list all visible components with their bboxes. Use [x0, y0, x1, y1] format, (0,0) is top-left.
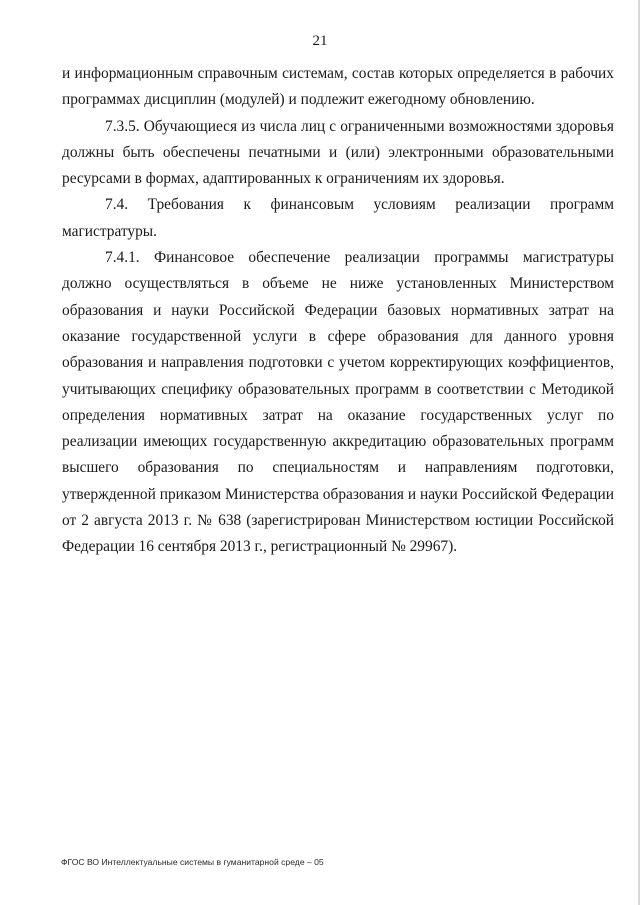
paragraph-7-4-1: 7.4.1. Финансовое обеспечение реализации программы магистратуры должно осуществляться в объеме не ниже установленных Министерством образования и науки Российской Федерации базовых нормативных затрат на оказание государственной услуги в сфере образования для данного уровня образования и направления подготовки с учетом корректирующих коэффициентов, учитывающих специфику образовательных программ в соответствии с Методикой определения нормативных затрат на оказание государственных услуг по реализации имеющих государственную аккредитацию образовательных программ высшего образования по специальностям и направлениям подготовки, утвержденной приказом Министерства образования и науки Российской Федерации от 2 августа 2013 г. № 638 (зарегистрирован Министерством юстиции Российской Федерации 16 сентября 2013 г., регистрационный № 29967).	[62, 249, 614, 556]
document-footer: ФГОС ВО Интеллектуальные системы в гуманитарной среде – 05	[61, 857, 324, 867]
document-body	[62, 61, 614, 561]
page-number: 21	[312, 33, 328, 49]
section-heading-7-4: 7.4. Требования к финансовым условиям реализации программ магистратуры.	[62, 196, 614, 240]
paragraph-7-3-5: 7.3.5. Обучающиеся из числа лиц с ограниченными возможностями здоровья должны быть обеспечены печатными и (или) электронными образовательными ресурсами в формах, адаптированных к ограничениям их здоровья.	[62, 117, 614, 188]
paragraph-continuation: и информационным справочным системам, состав которых определяется в рабочих программах дисциплин (модулей) и подлежит ежегодному обновлению.	[62, 65, 614, 109]
